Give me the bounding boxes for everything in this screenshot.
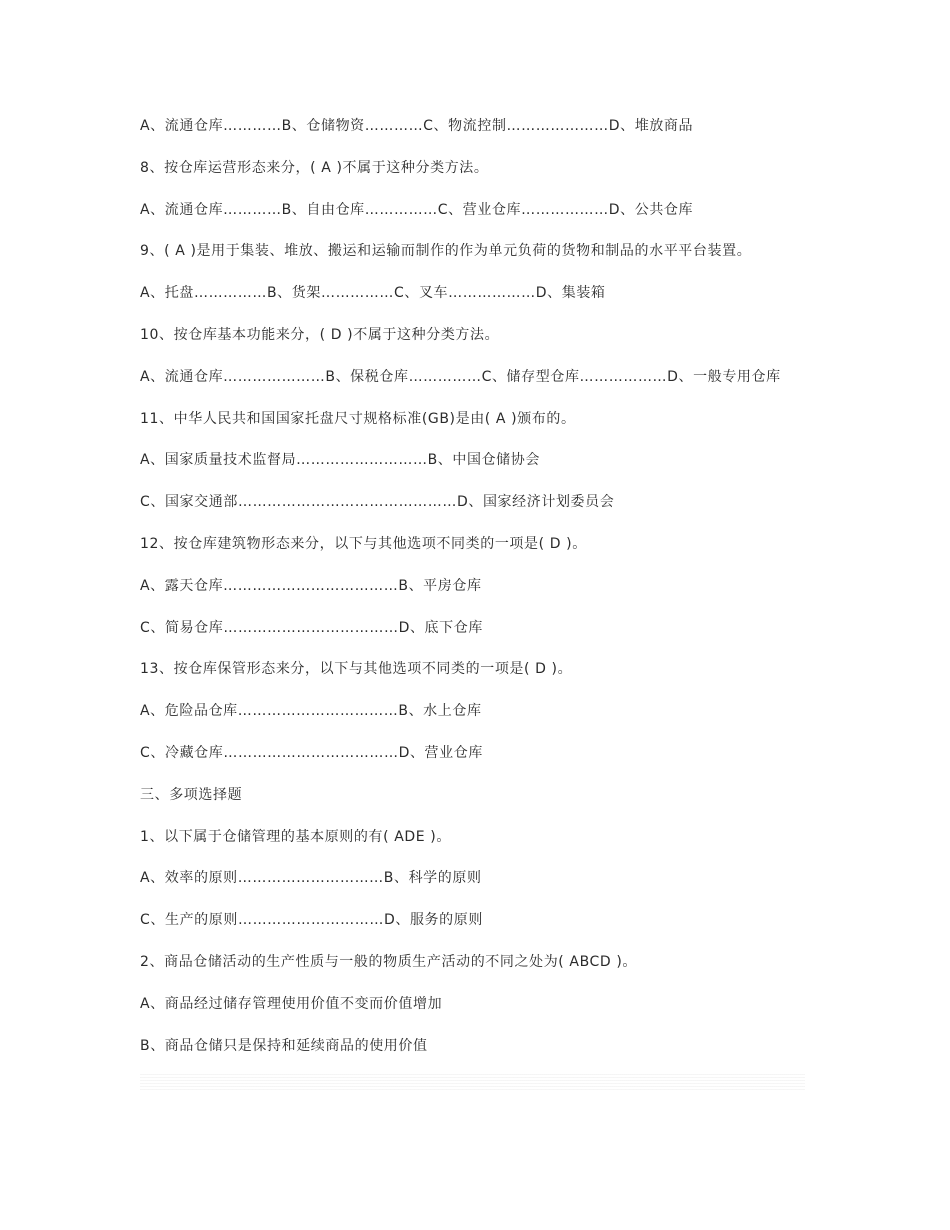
section-heading: 三、多项选择题	[140, 786, 243, 803]
question-line: 11、中华人民共和国国家托盘尺寸规格标准(GB)是由( A )颁布的。	[140, 410, 576, 427]
question-line: 1、以下属于仓储管理的基本原则的有( ADE )。	[140, 828, 451, 845]
option-line: A、危险品仓库……………………………B、水上仓库	[140, 703, 482, 720]
option-line: C、简易仓库………………………………D、底下仓库	[140, 619, 483, 636]
option-line: A、流通仓库…………B、仓储物资…………C、物流控制…………………D、堆放商品	[140, 118, 694, 134]
document-body	[140, 108, 820, 1069]
option-line: C、生产的原则…………………………D、服务的原则	[140, 912, 483, 929]
question-line: 13、按仓库保管形态来分，以下与其他选项不同类的一项是( D )。	[140, 661, 573, 678]
question-line: 12、按仓库建筑物形态来分，以下与其他选项不同类的一项是( D )。	[140, 535, 587, 552]
question-line: 2、商品仓储活动的生产性质与一般的物质生产活动的不同之处为( ABCD )。	[140, 953, 638, 970]
page-bottom-divider	[140, 1074, 805, 1092]
option-line: A、国家质量技术监督局………………………B、中国仓储协会	[140, 452, 540, 469]
option-line: B、商品仓储只是保持和延续商品的使用价值	[140, 1037, 428, 1054]
option-line: A、露天仓库………………………………B、平房仓库	[140, 577, 482, 594]
question-line: 9、( A )是用于集装、堆放、搬运和运输而制作的作为单元负荷的货物和制品的水平平台装置。	[140, 243, 752, 260]
option-line: A、商品经过储存管理使用价值不变而价值增加	[140, 995, 443, 1012]
question-line: 10、按仓库基本功能来分，( D )不属于这种分类方法。	[140, 326, 500, 343]
option-line: A、托盘……………B、货架……………C、叉车………………D、集装箱	[140, 285, 606, 302]
option-line: A、流通仓库…………B、自由仓库……………C、营业仓库………………D、公共仓库	[140, 201, 694, 218]
option-line: A、效率的原则…………………………B、科学的原则	[140, 870, 482, 887]
option-line: A、流通仓库…………………B、保税仓库……………C、储存型仓库………………D、一般专用仓库	[140, 368, 781, 385]
question-line: 8、按仓库运营形态来分，( A )不属于这种分类方法。	[140, 159, 489, 176]
option-line: C、国家交通部………………………………………D、国家经济计划委员会	[140, 494, 615, 511]
option-line: C、冷藏仓库………………………………D、营业仓库	[140, 744, 483, 761]
